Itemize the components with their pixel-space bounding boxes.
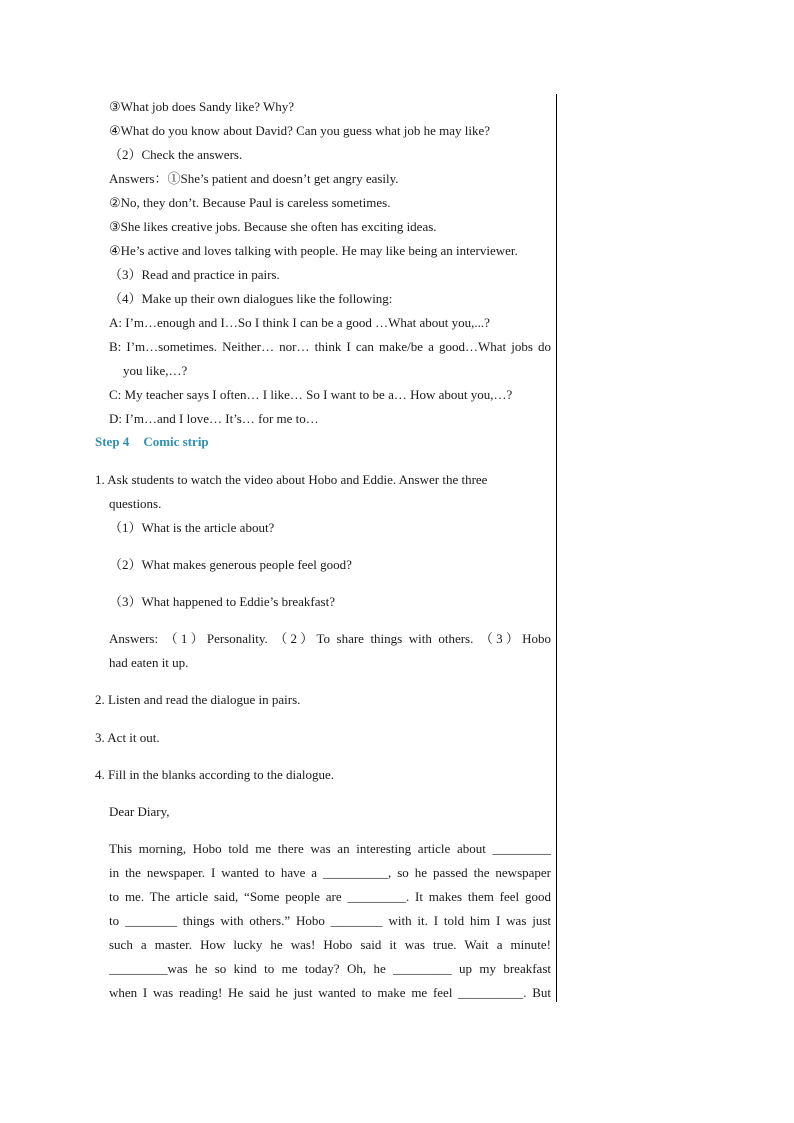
check-answers-instruction: （2）Check the answers. (109, 147, 243, 162)
answer-4: ④He’s active and loves talking with people. He may like being an interviewer. (109, 243, 518, 258)
question-3: ③What job does Sandy like? Why? (109, 99, 295, 114)
item-1-line1: 1. Ask students to watch the video about Hobo and Eddie. Answer the three (95, 472, 488, 487)
step-label: Step 4 (95, 434, 130, 449)
comic-answers-line1: Answers: （1）Personality. （2）To share things with others. （3）Hobo (109, 631, 551, 646)
dialogue-c: C: My teacher says I often… I like… So I want to be a… How about you,…? (109, 387, 513, 402)
step-heading (95, 434, 209, 450)
diary-line-5: such a master. How lucky he was! Hobo said it was true. Wait a minute! (109, 937, 551, 952)
dialogue-a: A: I’m…enough and I…So I think I can be a good …What about you,...? (109, 315, 490, 330)
item-2: 2. Listen and read the dialogue in pairs. (95, 692, 301, 707)
dialogue-b-line1: B: I’m…sometimes. Neither… nor… think I can make/be a good…What jobs do (109, 339, 551, 354)
dialogue-d: D: I’m…and I love… It’s… for me to… (109, 411, 319, 426)
comic-question-2: （2）What makes generous people feel good? (109, 557, 352, 572)
answer-3: ③She likes creative jobs. Because she often has exciting ideas. (109, 219, 437, 234)
comic-question-3: （3）What happened to Eddie’s breakfast? (109, 594, 335, 609)
diary-line-6: _________was he so kind to me today? Oh, he _________ up my breakfast (109, 961, 551, 976)
diary-line-7: when I was reading! He said he just wanted to make me feel __________. But (109, 985, 551, 1000)
step-title: Comic strip (143, 434, 209, 449)
diary-line-3: to me. The article said, “Some people are _________. It makes them feel good (109, 889, 551, 904)
comic-answers-line2: had eaten it up. (109, 655, 189, 670)
answer-2: ②No, they don’t. Because Paul is careless sometimes. (109, 195, 391, 210)
read-practice-instruction: （3）Read and practice in pairs. (109, 267, 280, 282)
make-up-instruction: （4）Make up their own dialogues like the following: (109, 291, 393, 306)
item-3: 3. Act it out. (95, 730, 160, 745)
item-4: 4. Fill in the blanks according to the dialogue. (95, 767, 335, 782)
question-4: ④What do you know about David? Can you guess what job he may like? (109, 123, 490, 138)
comic-question-1: （1）What is the article about? (109, 520, 275, 535)
right-margin-rule (556, 94, 557, 1002)
diary-line-4: to ________ things with others.” Hobo ________ with it. I told him I was just (109, 913, 551, 928)
diary-line-1: This morning, Hobo told me there was an interesting article about _________ (109, 841, 551, 856)
diary-line-2: in the newspaper. I wanted to have a __________, so he passed the newspaper (109, 865, 551, 880)
item-1-line2: questions. (109, 496, 162, 511)
diary-salutation: Dear Diary, (109, 804, 170, 819)
answer-1: Answers：①She’s patient and doesn’t get angry easily. (109, 171, 399, 186)
dialogue-b-line2: you like,…? (123, 363, 188, 378)
